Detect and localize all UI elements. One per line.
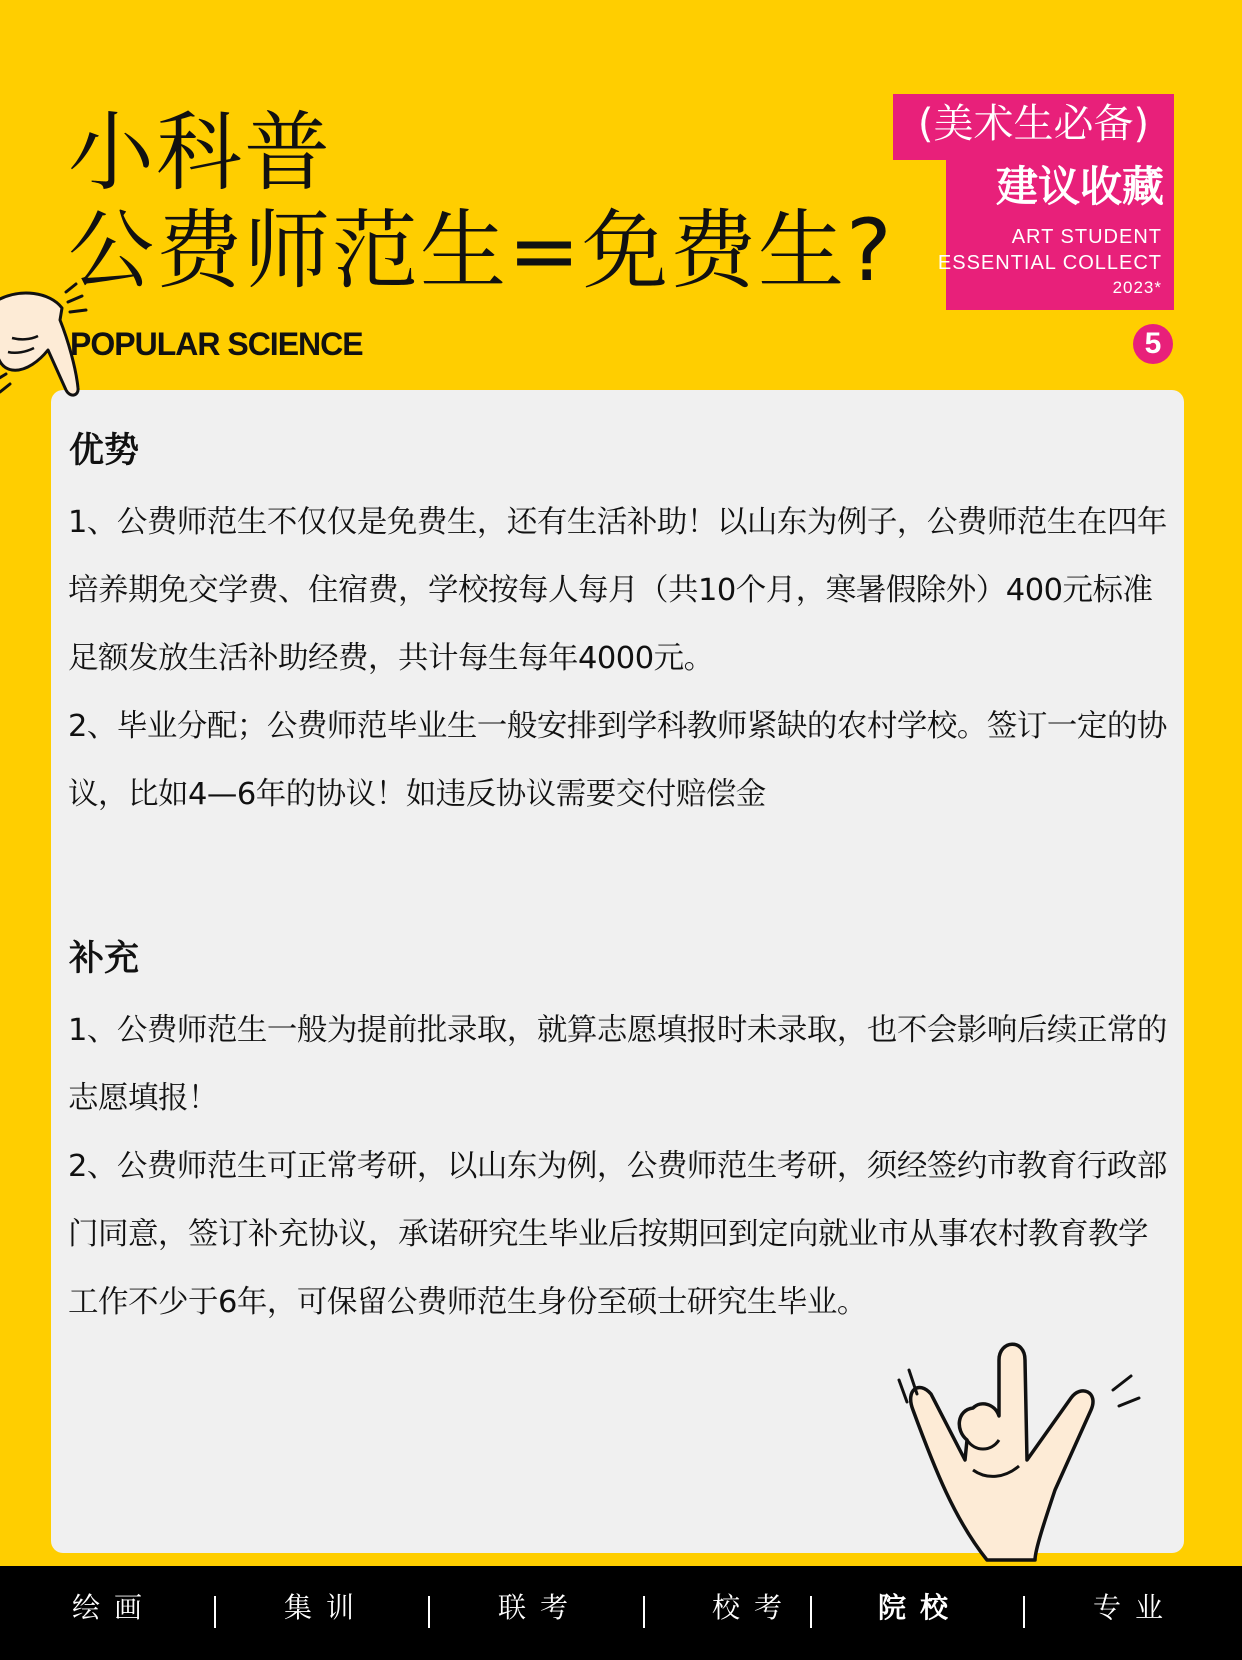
supplement-paragraph-1: 1、公费师范生一般为提前批录取，就算志愿填报时未录取，也不会影响后续正常的志愿填报！ bbox=[68, 1013, 1167, 1116]
page-title-line1: 小科普 bbox=[68, 103, 332, 203]
badge-en-line2: ESSENTIAL COLLECT bbox=[937, 252, 1162, 274]
section-heading-advantages: 优势 bbox=[69, 431, 140, 471]
nav-item-training[interactable]: 集训 bbox=[284, 1591, 369, 1624]
pointing-hand-icon bbox=[0, 280, 110, 410]
advantage-paragraph-1: 1、公费师范生不仅仅是免费生，还有生活补助！以山东为例子，公费师范生在四年培养期免交学费、住宿费，学校按每人每月（共10个月，寒暑假除外）400元标准足额发放生活补助经费，共计每生每年4000元。 bbox=[68, 505, 1167, 676]
nav-separator bbox=[643, 1596, 645, 1628]
supplement-paragraph-2: 2、公费师范生可正常考研，以山东为例，公费师范生考研，须经签约市教育行政部门同意，签订补充协议，承诺研究生毕业后按期回到定向就业市从事农村教育教学工作不少于6年，可保留公费师范生身份至硕士研究生毕业。 bbox=[68, 1149, 1167, 1320]
badge-collect-label: 建议收藏 bbox=[995, 162, 1164, 211]
page-number-badge: 5 bbox=[1133, 324, 1173, 364]
page-subtitle: POPULAR SCIENCE bbox=[70, 326, 363, 362]
advantage-paragraph-2: 2、毕业分配；公费师范毕业生一般安排到学科教师紧缺的农村学校。签订一定的协议，比如4—6年的协议！如违反协议需要交付赔偿金 bbox=[68, 709, 1167, 812]
bottom-nav bbox=[0, 1566, 1242, 1660]
badge-en-line1: ART STUDENT bbox=[1011, 226, 1162, 248]
nav-item-painting[interactable]: 绘画 bbox=[72, 1591, 157, 1624]
badge-year: 2023* bbox=[1112, 278, 1162, 297]
nav-item-major[interactable]: 专业 bbox=[1093, 1591, 1178, 1624]
nav-separator bbox=[1023, 1596, 1025, 1628]
supplement-text bbox=[68, 997, 1176, 1337]
nav-separator bbox=[810, 1596, 812, 1628]
nav-item-joint-exam[interactable]: 联考 bbox=[498, 1591, 583, 1624]
advantages-text bbox=[68, 489, 1176, 829]
nav-item-school-exam[interactable]: 校考 bbox=[712, 1591, 797, 1624]
nav-separator bbox=[214, 1596, 216, 1628]
section-heading-supplement: 补充 bbox=[69, 939, 140, 979]
page-title-line2: 公费师范生=免费生? bbox=[68, 201, 894, 301]
nav-separator bbox=[428, 1596, 430, 1628]
rock-hand-icon bbox=[895, 1320, 1155, 1570]
badge-title: (美术生必备) bbox=[917, 101, 1150, 147]
nav-item-colleges[interactable]: 院校 bbox=[878, 1591, 963, 1624]
